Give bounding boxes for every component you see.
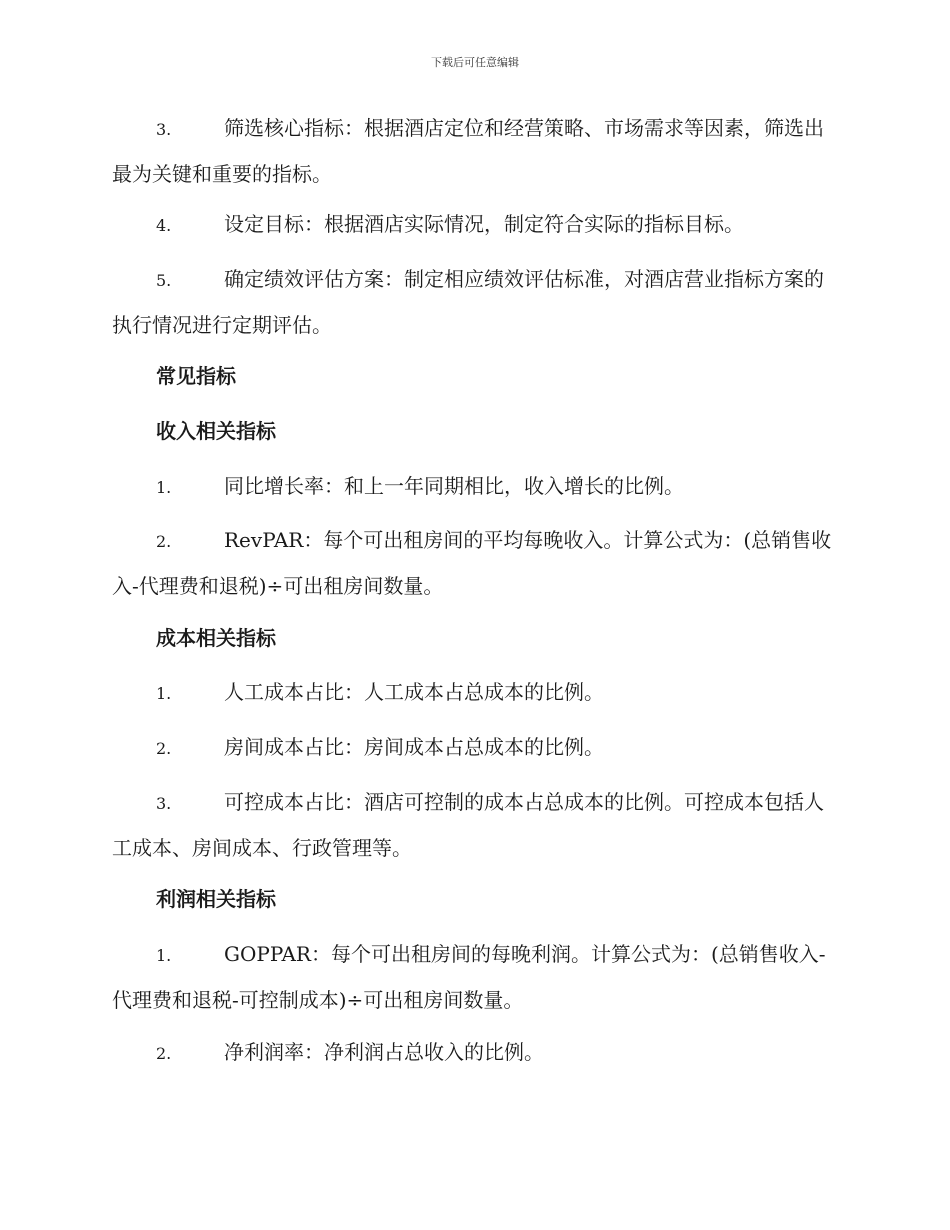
item-number: 3.: [156, 794, 172, 813]
item-text: 人工成本占比：人工成本占总成本的比例。: [224, 680, 604, 704]
section-heading-revenue: 收入相关指标: [156, 419, 276, 443]
item-text: 筛选核心指标：根据酒店定位和经营策略、市场需求等因素，筛选出最为关键和重要的指标。: [112, 116, 824, 186]
item-number: 2.: [156, 739, 172, 758]
list-item: [112, 932, 842, 1022]
item-number: 5.: [156, 271, 172, 290]
section-heading-common: 常见指标: [156, 364, 236, 388]
section-heading-cost: 成本相关指标: [156, 626, 276, 650]
list-item: [112, 725, 842, 771]
item-text: 确定绩效评估方案：制定相应绩效评估标准，对酒店营业指标方案的执行情况进行定期评估。: [112, 267, 824, 337]
item-number: 4.: [156, 216, 172, 235]
list-item: [112, 106, 842, 196]
item-number: 1.: [156, 684, 172, 703]
item-number: 1.: [156, 478, 172, 497]
item-text: 房间成本占比：房间成本占总成本的比例。: [224, 735, 604, 759]
item-text: 可控成本占比：酒店可控制的成本占总成本的比例。可控成本包括人工成本、房间成本、行政管理等。: [112, 790, 824, 860]
list-item: [112, 464, 842, 510]
item-number: 3.: [156, 120, 172, 139]
item-text: GOPPAR：每个可出租房间的每晚利润。计算公式为：(总销售收入-代理费和退税-可控制成本)÷可出租房间数量。: [112, 942, 826, 1012]
list-item: [112, 202, 842, 248]
item-text: 净利润率：净利润占总收入的比例。: [224, 1040, 544, 1064]
item-number: 1.: [156, 946, 172, 965]
item-text: 设定目标：根据酒店实际情况，制定符合实际的指标目标。: [224, 212, 744, 236]
list-item: [112, 670, 842, 716]
list-item: [112, 518, 842, 608]
list-item: [112, 780, 842, 870]
item-number: 2.: [156, 1044, 172, 1063]
item-text: RevPAR：每个可出租房间的平均每晚收入。计算公式为：(总销售收入-代理费和退税)÷可出租房间数量。: [112, 528, 832, 598]
item-text: 同比增长率：和上一年同期相比，收入增长的比例。: [224, 474, 684, 498]
page-header: 下载后可任意编辑: [431, 56, 519, 69]
item-number: 2.: [156, 532, 172, 551]
list-item: [112, 1030, 842, 1076]
list-item: [112, 257, 842, 347]
section-heading-profit: 利润相关指标: [156, 887, 276, 911]
